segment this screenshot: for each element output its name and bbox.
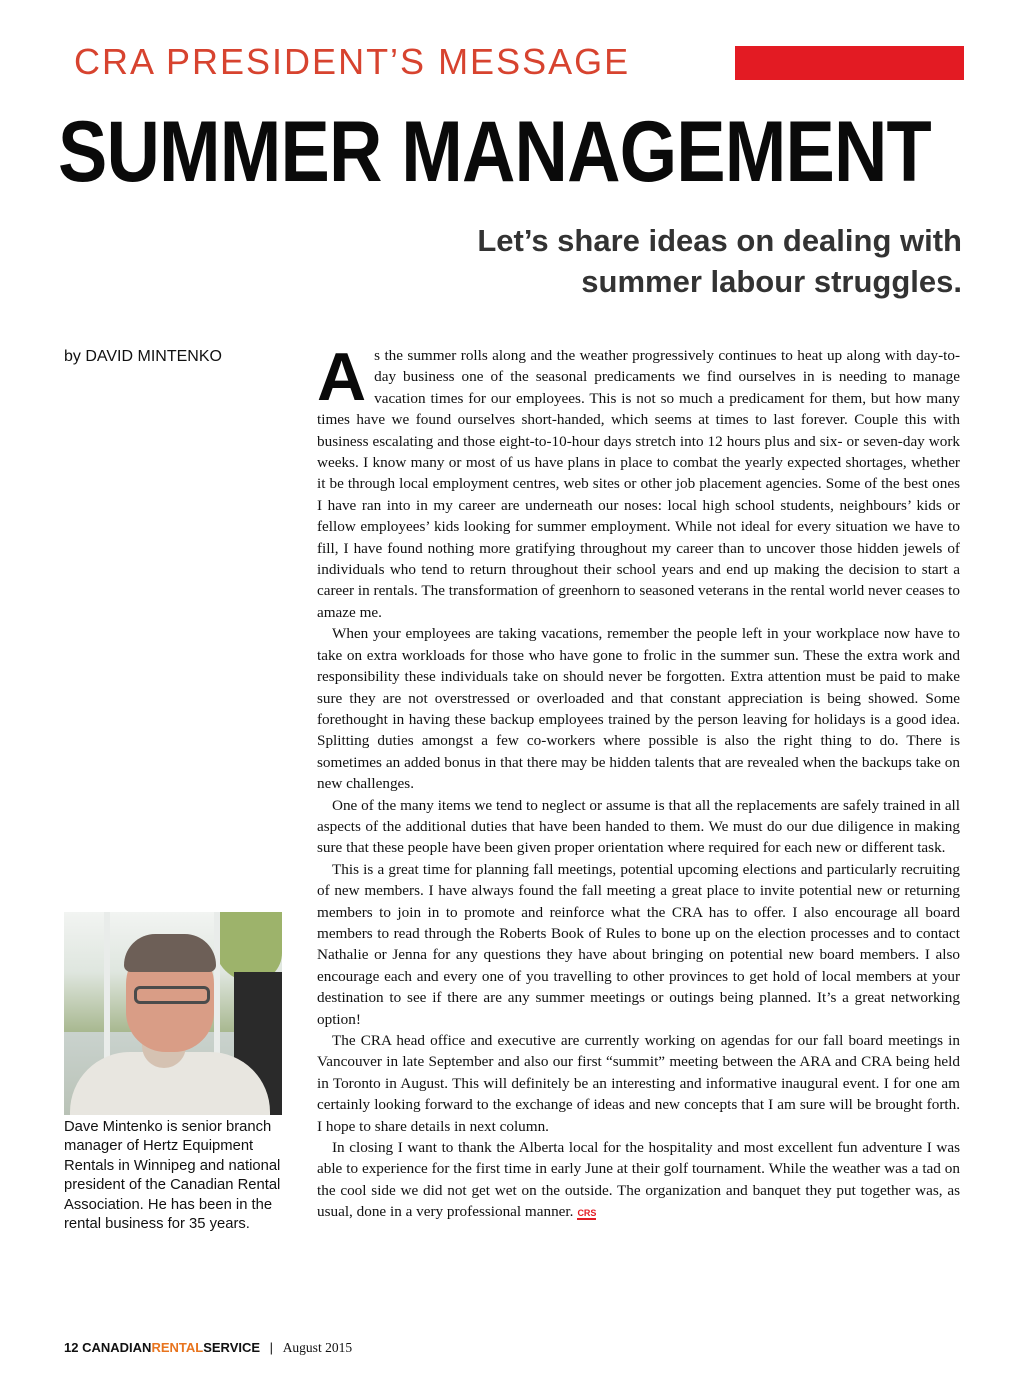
byline: by DAVID MINTENKO <box>64 348 222 365</box>
page-number: 12 <box>64 1340 79 1355</box>
magazine-name-part2: RENTAL <box>151 1340 204 1355</box>
photo-caption: Dave Mintenko is senior branch manager of Hertz Equipment Rentals in Winnipeg and national president of the Canadian Rental Association. He has been in the rental business for 35 years. <box>64 1119 281 1233</box>
drop-cap: A <box>317 339 367 415</box>
section-kicker: CRA PRESIDENT’S MESSAGE <box>74 41 631 82</box>
article-paragraph: This is a great time for planning fall meetings, potential upcoming elections and particularly recruiting of new members. I have always found the fall meeting a great place to invite potential new or returning members to join in to promote and reinforce what the CRA has to offer. I also encourage all board members to read through the Roberts Book of Rules to bone up on the election processes and to contact Nathalie or Jenna for any questions they have about bringing on potential new board members. I also encourage each and every one of you travelling to other provinces to get hold of local members at your destination to see if there are any summer meetings or outings being planned. It’s a great networking option! <box>317 860 960 1028</box>
end-mark-logo: CRS <box>577 1208 597 1219</box>
section-kicker-row <box>74 42 964 82</box>
footer-separator: | <box>269 1340 274 1355</box>
page-footer <box>64 1340 352 1356</box>
kicker-accent-bar <box>735 46 964 80</box>
article-paragraph: One of the many items we tend to neglect or assume is that all the replacements are safely trained in all aspects of the additional duties that have been handed to them. We must do our due diligence in making sure that these people have been given proper orientation where required for each new or different task. <box>317 796 960 857</box>
author-photo <box>64 912 282 1115</box>
article-paragraph: The CRA head office and executive are currently working on agendas for our fall board meetings in Vancouver in late September and also our first “summit” meeting between the ARA and CRA being held in Toronto in August. This will definitely be an interesting and informative inaugural event. I for one am certainly looking forward to the exchange of ideas and new concepts that I am sure will be brought forth. I hope to share details in next column. <box>317 1032 960 1135</box>
article-deck <box>362 220 962 302</box>
article-paragraph-last <box>317 1137 960 1225</box>
photo-hair <box>124 934 216 972</box>
photo-window-frame <box>214 912 220 1062</box>
issue-date: August 2015 <box>282 1340 353 1355</box>
magazine-name-part3: SERVICE <box>203 1340 261 1355</box>
photo-window-frame <box>104 912 110 1062</box>
article-paragraph: s the summer rolls along and the weather progressively continues to heat up along with day-to-day business one of the seasonal predicaments we find ourselves in is needing to manage vacation times for our employees. This is not so much a predicament for them, but how many times have we found ourselves short-handed, which seems at times to last forever. Couple this with business escalating and those eight-to-10-hour days stretch into 12 hours plus and six- or seven-day work weeks. I know many or most of us have plans in place to combat the yearly expected shortages, whether it be through local employment centres, web sites or other job placement agencies. Some of the best ones I have ran into in my career are underneath our noses: local high school students, neighbours’ kids or fellow employees’ kids looking for summer employment. While not ideal for every situation we have to fill, I have found nothing more gratifying throughout my career than to uncover those hidden jewels of individuals who tend to return throughout their school years and end up making the decision to start a career in rentals. The transformation of greenhorn to seasoned veterans in the rental world never ceases to amaze me. <box>317 347 960 621</box>
deck-line-1: Let’s share ideas on dealing with <box>477 223 962 258</box>
article-body <box>317 339 960 1225</box>
article-paragraph: When your employees are taking vacations, remember the people left in your workplace now have to take on extra workloads for those who have gone to frolic in the summer sun. These the extra work and responsibility these individuals take on should never be forgotten. Extra attention must be paid to make sure they are not overstressed or overloaded and that constant appreciation is being showed. Some forethought in having these backup employees trained by the person leaving for holidays is a good idea. Splitting duties amongst a few co-workers where possible is also the right thing to do. There is sometimes an added bonus in that there may be hidden talents that are revealed when the backups take on new challenges. <box>317 625 960 793</box>
magazine-name-part1: CANADIAN <box>82 1340 152 1355</box>
deck-line-2: summer labour struggles. <box>581 264 962 299</box>
article-paragraph-text: In closing I want to thank the Alberta local for the hospitality and most excellent fun adventure I was able to experience for the first time in early June at their golf tournament. While the weather was a tad on the cool side we did not get wet on the outside. The organization and banquet they put together was, as usual, done in a very professional manner. <box>317 1139 960 1221</box>
photo-glasses <box>134 986 210 1004</box>
article-headline: SUMMER MANAGEMENT <box>58 104 931 200</box>
